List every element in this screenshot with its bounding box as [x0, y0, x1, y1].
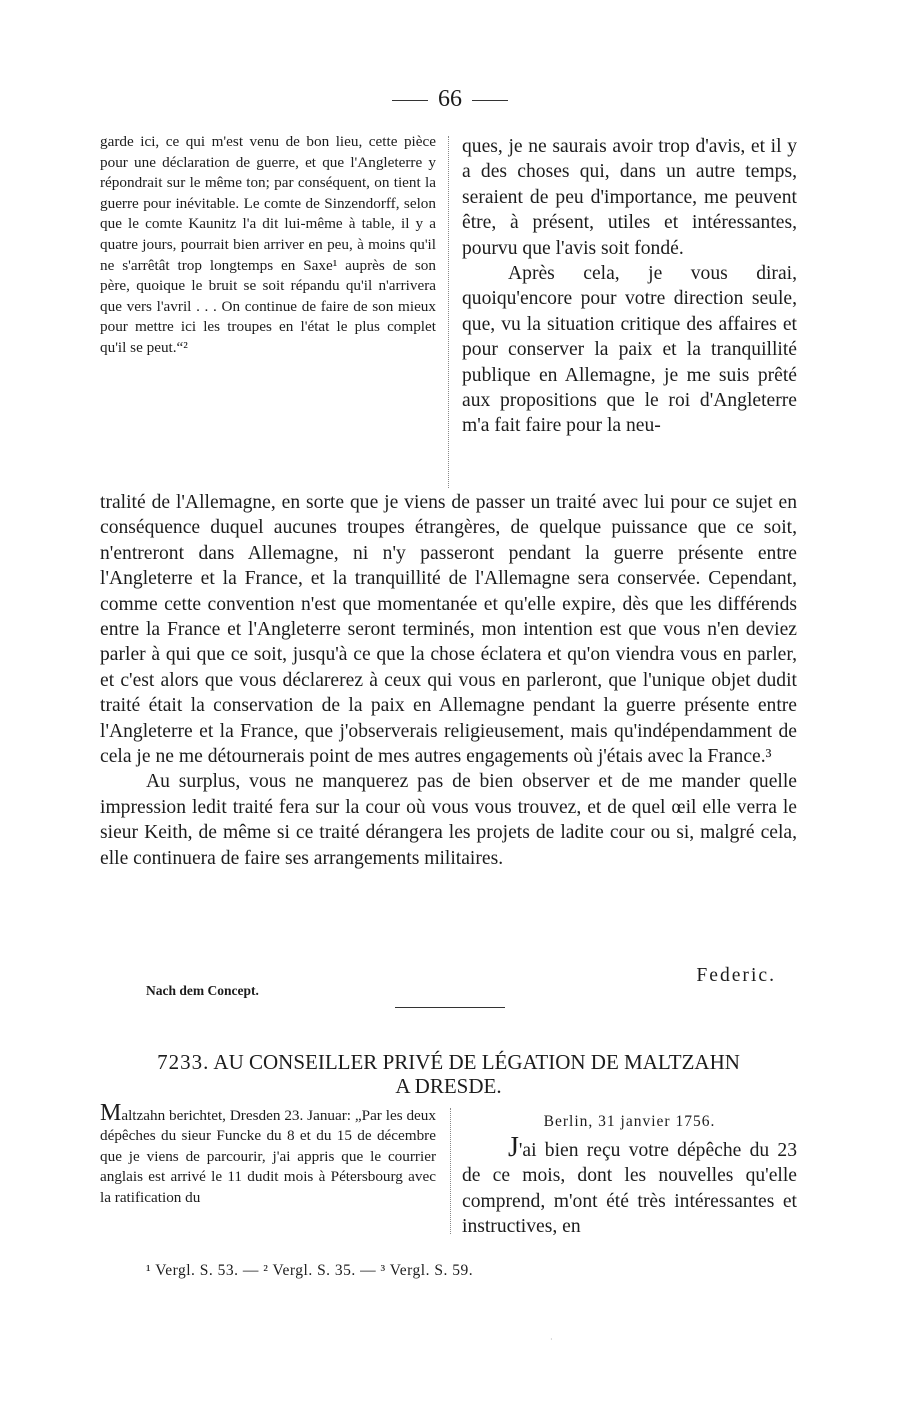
bottom-right-column [462, 1112, 797, 1240]
footnotes: ¹ Vergl. S. 53. — ² Vergl. S. 35. — ³ Vergl. S. 59. [146, 1262, 474, 1279]
heading-number: 7233. [157, 1050, 210, 1074]
dateline: Berlin, 31 janvier 1756. [543, 1113, 716, 1130]
heading-line-1: AU CONSEILLER PRIVÉ DE LÉGATION DE MALTZAHN [213, 1050, 740, 1074]
section-rule [395, 1007, 505, 1008]
page-number [0, 84, 900, 114]
full-width-text [100, 490, 797, 871]
top-left-column [100, 132, 436, 359]
top-left-text: garde ici, ce qui m'est venu de bon lieu, cette pièce pour une déclaration de guerre, et que l'Angleterre y répondrait sur le même ton; par conséquent, on tient la guerre pour inévitable. Le comte de Sinzendorff, selon que le comte Kaunitz l'a dit lui-même à table, il y a quatre jours, pourrait bien arriver en peu, à moins qu'il ne s'arrêtât trop longtemps en Saxe¹ auprès de son père, quoique le bruit se soit répandu qu'il n'arrivera que vers l'avril . . . On continue de faire de son mieux pour mettre ici les troupes en l'état le plus complet qu'il se peut.“² [100, 133, 436, 356]
top-right-column [462, 134, 797, 439]
column-separator-2 [450, 1108, 451, 1234]
dash-left [392, 100, 428, 101]
full-para-2: Au surplus, vous ne manquerez pas de bien observer et de me mander quelle impression ledit traité fera sur la cour où vous vous trouvez, et de quel œil elle verra le sieur Keith, de même si ce traité dérangera les projets de ladite cour ou si, malgré cela, elle continuera de faire ses arrangements militaires. [100, 771, 797, 869]
speck: · [550, 1335, 553, 1344]
initial-m: M [100, 1100, 122, 1126]
letter-heading [100, 1050, 797, 1098]
column-separator [448, 136, 449, 488]
full-para-1: tralité de l'Allemagne, en sorte que je viens de passer un traité avec lui pour ce sujet en conséquence duquel aucunes troupes étrangères, de quelque puissance que ce soit, n'entreront dans Allemagne, ni n'y passeront pendant la guerre présente entre l'Angleterre et la France, et la tranquillité de l'Allemagne sera conservée. Cependant, comme cette convention n'est que momentanée et qu'elle expire, dès que les différends entre la France et l'Angleterre seront terminés, mon intention est que vous n'en deviez parler à qui que ce soit, jusqu'à ce que la chose éclatera et qu'on viendra vous en parler, et c'est alors que vous déclarerez à ceux qui vous en parleront, que l'unique objet dudit traité était la conservation de la paix en Allemagne pendant la guerre présente entre l'Angleterre et la France, que j'observerais religieusement, mais qu'indépendamment de cela je ne me détournerais point de mes autres engagements où j'étais avec la France.³ [100, 492, 797, 768]
top-right-para-2: Après cela, je vous dirai, quoiqu'encore pour votre direction seule, que, vu la situation critique des affaires et pour conserver la paix et la tranquillité publique en Allemagne, je me suis prêté aux propositions que le roi d'Angleterre m'a fait faire pour la neu- [462, 263, 797, 437]
bottom-right-para [462, 1132, 797, 1240]
top-right-para-1: ques, je ne saurais avoir trop d'avis, et il y a des choses qui, dans un autre temps, seraient de peu d'importance, me peuvent être, à présent, utiles et intéressantes, pourvu que l'avis soit fondé. [462, 136, 797, 259]
source-note: Nach dem Concept. [146, 983, 259, 998]
signature: Federic. [696, 965, 776, 986]
bottom-left-text: altzahn berichtet, Dresden 23. Januar: „Par les deux dépêches du sieur Funcke du 8 et du 15 de décembre que je viens de parcourir, j'ai appris que le courrier anglais est arrivé le 11 dudit mois à Pétersbourg avec la ratification du [100, 1107, 436, 1206]
dash-right [472, 100, 508, 101]
page-number-text: 66 [438, 86, 462, 112]
initial-j: J [508, 1132, 519, 1163]
bottom-right-text: 'ai bien reçu votre dépêche du 23 de ce mois, dont les nouvelles qu'elle comprend, m'ont été très intéressantes et instructives, en [462, 1140, 797, 1238]
bottom-left-column [100, 1100, 436, 1208]
heading-line-2: A DRESDE. [395, 1074, 502, 1098]
